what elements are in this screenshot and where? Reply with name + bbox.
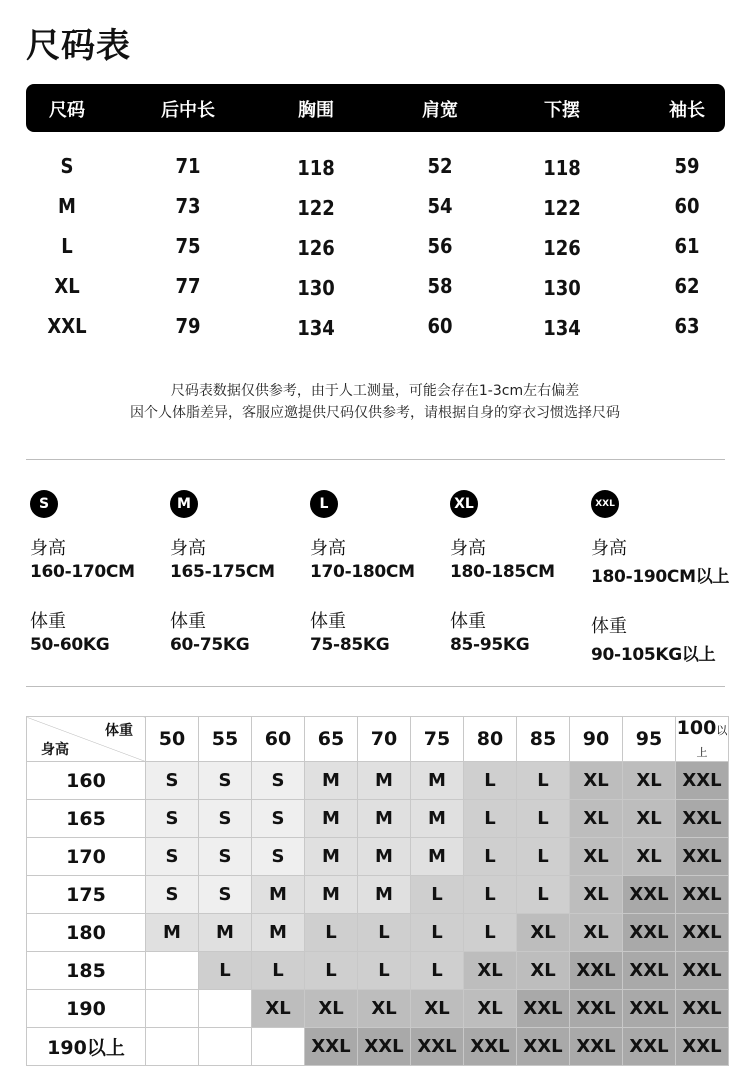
grid-cell: XL bbox=[411, 990, 464, 1028]
grid-cell: L bbox=[411, 876, 464, 914]
grid-cell: S bbox=[252, 838, 305, 876]
weight-label: 体重 bbox=[450, 611, 486, 632]
grid-cell: L bbox=[464, 800, 517, 838]
height-range: 160-170CM bbox=[30, 562, 135, 582]
size-table-cell: 59 bbox=[674, 154, 700, 178]
corner-weight-label: 体重 bbox=[105, 723, 133, 739]
grid-cell: M bbox=[358, 762, 411, 800]
grid-cell: XL bbox=[305, 990, 358, 1028]
grid-cell: L bbox=[464, 914, 517, 952]
size-table-cell: S bbox=[60, 154, 74, 178]
grid-cell: L bbox=[411, 952, 464, 990]
grid-cell: S bbox=[146, 762, 199, 800]
height-range: 180-190CM以上 bbox=[591, 567, 730, 587]
grid-cell: XXL bbox=[676, 876, 729, 914]
note-line-1: 尺码表数据仅供参考，由于人工测量，可能会存在1-3cm左右偏差 bbox=[170, 383, 580, 399]
height-range: 165-175CM bbox=[170, 562, 275, 582]
grid-row bbox=[27, 1028, 729, 1066]
size-table-cell: 75 bbox=[175, 234, 201, 258]
weight-range: 85-95KG bbox=[450, 635, 530, 655]
weight-header: 95 bbox=[623, 717, 676, 762]
grid-cell: M bbox=[411, 838, 464, 876]
grid-cell: XL bbox=[570, 838, 623, 876]
grid-cell: XXL bbox=[623, 990, 676, 1028]
size-table-cell: 118 bbox=[297, 156, 335, 180]
size-table-cell: 73 bbox=[175, 194, 201, 218]
grid-cell: M bbox=[305, 838, 358, 876]
grid-cell: S bbox=[252, 800, 305, 838]
size-table-cell: 118 bbox=[543, 156, 581, 180]
height-header: 170 bbox=[27, 838, 146, 876]
grid-cell: L bbox=[517, 876, 570, 914]
grid-cell: M bbox=[411, 800, 464, 838]
grid-cell: XXL bbox=[623, 914, 676, 952]
grid-row bbox=[27, 762, 729, 800]
grid-cell: XXL bbox=[623, 952, 676, 990]
recommendation-l bbox=[310, 490, 455, 655]
grid-cell: L bbox=[199, 952, 252, 990]
grid-row bbox=[27, 800, 729, 838]
size-table-header-cell: 肩宽 bbox=[422, 100, 458, 121]
size-table-row bbox=[26, 186, 725, 226]
recommendation-s bbox=[30, 490, 175, 655]
size-table-cell: 71 bbox=[175, 154, 201, 178]
size-table-cell: 56 bbox=[427, 234, 453, 258]
grid-row bbox=[27, 876, 729, 914]
size-table-cell: 122 bbox=[297, 196, 335, 220]
size-table-cell: 52 bbox=[427, 154, 453, 178]
weight-header: 60 bbox=[252, 717, 305, 762]
height-header: 190 bbox=[27, 990, 146, 1028]
grid-cell: L bbox=[464, 762, 517, 800]
size-table-cell: 134 bbox=[543, 316, 581, 340]
weight-header: 65 bbox=[305, 717, 358, 762]
height-weight-size-grid bbox=[26, 716, 729, 1066]
size-table-header-cell: 尺码 bbox=[49, 100, 85, 121]
recommendation-xxl bbox=[591, 490, 736, 665]
weight-header: 75 bbox=[411, 717, 464, 762]
corner-height-label: 身高 bbox=[41, 742, 69, 758]
grid-cell: XXL bbox=[517, 990, 570, 1028]
size-table-cell: 130 bbox=[297, 276, 335, 300]
grid-cell: M bbox=[252, 914, 305, 952]
weight-header: 85 bbox=[517, 717, 570, 762]
grid-row bbox=[27, 838, 729, 876]
size-table-row bbox=[26, 226, 725, 266]
weight-suffix: 以上 bbox=[696, 724, 728, 759]
height-label: 身高 bbox=[30, 538, 66, 559]
grid-row bbox=[27, 990, 729, 1028]
grid-cell: M bbox=[252, 876, 305, 914]
page-title: 尺码表 bbox=[26, 26, 131, 66]
grid-cell: XXL bbox=[570, 952, 623, 990]
grid-cell: XL bbox=[570, 914, 623, 952]
grid-cell bbox=[146, 952, 199, 990]
size-table-cell: 79 bbox=[175, 314, 201, 338]
size-table-header-cell: 后中长 bbox=[161, 100, 215, 121]
grid-cell: XXL bbox=[623, 876, 676, 914]
size-table-body bbox=[26, 146, 725, 346]
grid-row bbox=[27, 952, 729, 990]
size-table-header-cell: 下摆 bbox=[544, 100, 580, 121]
height-label: 身高 bbox=[591, 538, 627, 559]
weight-header: 70 bbox=[358, 717, 411, 762]
size-badge: S bbox=[30, 490, 58, 518]
weight-header: 50 bbox=[146, 717, 199, 762]
grid-cell: S bbox=[252, 762, 305, 800]
size-table-header-cell: 袖长 bbox=[669, 100, 705, 121]
grid-cell: XL bbox=[517, 914, 570, 952]
grid-cell: XL bbox=[358, 990, 411, 1028]
size-table-header bbox=[26, 84, 725, 132]
grid-cell: L bbox=[517, 762, 570, 800]
grid-cell: L bbox=[411, 914, 464, 952]
grid-cell: S bbox=[146, 876, 199, 914]
size-table-cell: 61 bbox=[674, 234, 700, 258]
grid-cell bbox=[146, 990, 199, 1028]
size-table-cell: 58 bbox=[427, 274, 453, 298]
weight-range: 50-60KG bbox=[30, 635, 110, 655]
weight-header: 100以上 bbox=[676, 717, 729, 762]
size-table-cell: 126 bbox=[543, 236, 581, 260]
height-label: 身高 bbox=[310, 538, 346, 559]
size-table-cell: 122 bbox=[543, 196, 581, 220]
grid-cell: XL bbox=[570, 876, 623, 914]
weight-header: 80 bbox=[464, 717, 517, 762]
grid-cell: L bbox=[305, 914, 358, 952]
grid-cell: M bbox=[305, 876, 358, 914]
height-label: 身高 bbox=[170, 538, 206, 559]
grid-cell: M bbox=[358, 876, 411, 914]
size-badge: XL bbox=[450, 490, 478, 518]
grid-cell: L bbox=[464, 838, 517, 876]
grid-cell: S bbox=[199, 876, 252, 914]
grid-cell: XL bbox=[623, 800, 676, 838]
grid-cell: XL bbox=[570, 762, 623, 800]
grid-cell: XL bbox=[252, 990, 305, 1028]
grid-cell: M bbox=[305, 762, 358, 800]
weight-header: 55 bbox=[199, 717, 252, 762]
grid-cell: S bbox=[199, 800, 252, 838]
grid-cell: M bbox=[146, 914, 199, 952]
grid-cell: S bbox=[199, 838, 252, 876]
height-header: 180 bbox=[27, 914, 146, 952]
size-table-cell: 134 bbox=[297, 316, 335, 340]
grid-cell: XL bbox=[464, 990, 517, 1028]
height-header: 190以上 bbox=[27, 1028, 146, 1066]
size-badge: XXL bbox=[591, 490, 619, 518]
grid-cell: S bbox=[146, 838, 199, 876]
grid-cell bbox=[199, 1028, 252, 1066]
grid-cell: XXL bbox=[517, 1028, 570, 1066]
note-line-2: 因个人体脂差异，客服应邀提供尺码仅供参考，请根据自身的穿衣习惯选择尺码 bbox=[130, 405, 620, 421]
divider bbox=[26, 459, 725, 460]
grid-cell: XXL bbox=[464, 1028, 517, 1066]
grid-cell: S bbox=[199, 762, 252, 800]
weight-range: 90-105KG以上 bbox=[591, 645, 716, 665]
recommendation-xl bbox=[450, 490, 595, 655]
grid-cell: XL bbox=[623, 838, 676, 876]
size-table-row bbox=[26, 306, 725, 346]
weight-label: 体重 bbox=[310, 611, 346, 632]
divider bbox=[26, 686, 725, 687]
grid-cell: XXL bbox=[676, 838, 729, 876]
grid-cell: M bbox=[358, 800, 411, 838]
size-table-cell: 54 bbox=[427, 194, 453, 218]
grid-cell: XXL bbox=[411, 1028, 464, 1066]
weight-label: 体重 bbox=[30, 611, 66, 632]
size-table-header-cell: 胸围 bbox=[298, 100, 334, 121]
grid-cell bbox=[199, 990, 252, 1028]
grid-cell: XXL bbox=[305, 1028, 358, 1066]
grid-cell: M bbox=[358, 838, 411, 876]
grid-corner bbox=[27, 717, 146, 762]
grid-cell: XXL bbox=[676, 914, 729, 952]
grid-cell: XXL bbox=[570, 1028, 623, 1066]
size-table-row bbox=[26, 266, 725, 306]
grid-cell: L bbox=[464, 876, 517, 914]
grid-cell: XXL bbox=[676, 762, 729, 800]
size-table-cell: XL bbox=[54, 274, 80, 298]
height-label: 身高 bbox=[450, 538, 486, 559]
size-badge: L bbox=[310, 490, 338, 518]
size-table-cell: M bbox=[58, 194, 76, 218]
grid-cell: XXL bbox=[358, 1028, 411, 1066]
grid-cell: L bbox=[252, 952, 305, 990]
grid-cell: XXL bbox=[676, 990, 729, 1028]
grid-cell: S bbox=[146, 800, 199, 838]
grid-cell: L bbox=[358, 952, 411, 990]
size-table-cell: 126 bbox=[297, 236, 335, 260]
grid-cell: M bbox=[411, 762, 464, 800]
height-header: 185 bbox=[27, 952, 146, 990]
size-table-cell: XXL bbox=[47, 314, 87, 338]
size-table-cell: 130 bbox=[543, 276, 581, 300]
size-table-cell: 60 bbox=[674, 194, 700, 218]
size-badge: M bbox=[170, 490, 198, 518]
size-table-cell: 63 bbox=[674, 314, 700, 338]
grid-cell: XL bbox=[570, 800, 623, 838]
grid-cell: XXL bbox=[570, 990, 623, 1028]
grid-cell: L bbox=[517, 800, 570, 838]
weight-range: 75-85KG bbox=[310, 635, 390, 655]
grid-cell: L bbox=[358, 914, 411, 952]
recommendation-m bbox=[170, 490, 315, 655]
grid-cell bbox=[146, 1028, 199, 1066]
grid-cell: XL bbox=[623, 762, 676, 800]
grid-cell: XXL bbox=[676, 1028, 729, 1066]
height-range: 180-185CM bbox=[450, 562, 555, 582]
height-header: 160 bbox=[27, 762, 146, 800]
weight-header: 90 bbox=[570, 717, 623, 762]
grid-cell: XXL bbox=[676, 952, 729, 990]
grid-row bbox=[27, 914, 729, 952]
size-table-cell: 62 bbox=[674, 274, 700, 298]
grid-cell: XL bbox=[464, 952, 517, 990]
height-header: 175 bbox=[27, 876, 146, 914]
grid-cell bbox=[252, 1028, 305, 1066]
grid-cell: M bbox=[199, 914, 252, 952]
weight-range: 60-75KG bbox=[170, 635, 250, 655]
grid-cell: M bbox=[305, 800, 358, 838]
height-header: 165 bbox=[27, 800, 146, 838]
size-table-cell: L bbox=[61, 234, 73, 258]
grid-cell: L bbox=[305, 952, 358, 990]
grid-cell: XXL bbox=[623, 1028, 676, 1066]
weight-label: 体重 bbox=[591, 616, 627, 637]
size-table-cell: 60 bbox=[427, 314, 453, 338]
size-table-cell: 77 bbox=[175, 274, 201, 298]
grid-cell: L bbox=[517, 838, 570, 876]
grid-cell: XXL bbox=[676, 800, 729, 838]
height-range: 170-180CM bbox=[310, 562, 415, 582]
size-table-row bbox=[26, 146, 725, 186]
weight-label: 体重 bbox=[170, 611, 206, 632]
grid-cell: XL bbox=[517, 952, 570, 990]
